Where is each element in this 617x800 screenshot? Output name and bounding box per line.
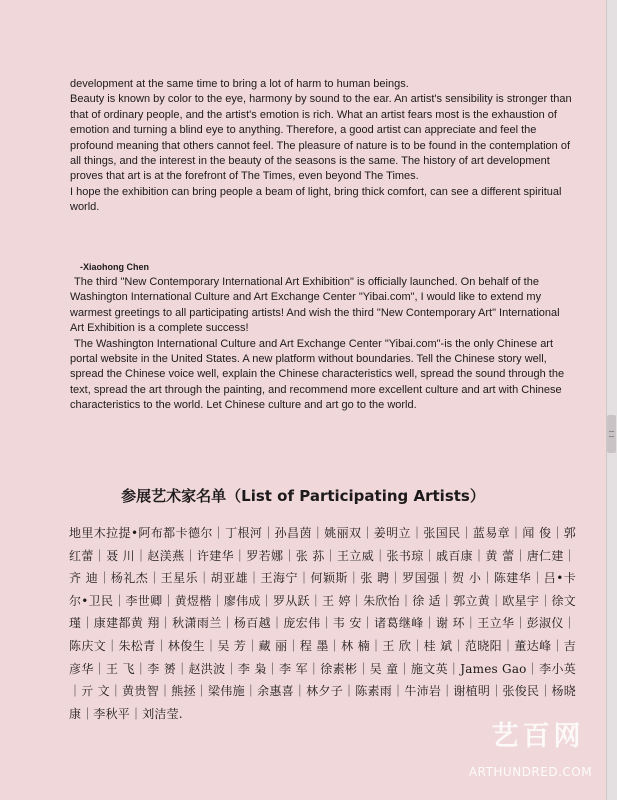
announcement-text-block [70, 275, 572, 414]
author-signature: -Xiaohong Chen [80, 262, 149, 272]
paragraph: development at the same time to bring a lot of harm to human beings. [70, 78, 409, 90]
paragraph: I hope the exhibition can bring people a beam of light, bring thick comfort, can see a different spiritual world. [70, 185, 562, 214]
intro-text-block [70, 77, 572, 216]
vertical-scrollbar[interactable] [606, 0, 617, 800]
watermark-logo: 艺百网 [491, 721, 585, 752]
artist-list-heading: 参展艺术家名单（List of Participating Artists） [121, 487, 485, 505]
paragraph: Beauty is known by color to the eye, harmony by sound to the ear. An artist's sensibility is stronger than that of ordinary people, and the artist's emotion is rich. What an artist fears most is the exhaustion of emotion and turning a blind eye to anything. Therefore, a good artist can appreciate and feel the profound meaning that others cannot feel. The pleasure of nature is to be found in the contemplation of all things, and the interest in the beauty of the seasons is the same. The history of art development proves that art is at the forefront of The Times, even beyond The Times. [70, 93, 572, 183]
watermark-url: ARTHUNDRED.COM [468, 765, 593, 779]
paragraph: The Washington International Culture and Art Exchange Center "Yibai.com"-is the only Chinese art portal website in the United States. A new platform without boundaries. Tell the Chinese story well, spread the Chinese voice well, explain the Chinese characteristics well, spread the sound through the text, spread the art through the painting, and recommend more excellent culture and art with Chinese characteristics to the world. Let Chinese culture and art go to the world. [70, 337, 565, 412]
artist-name-list: 地里木拉提•阿布都卡德尔｜丁根河｜孙昌茵｜姚丽双｜姜明立｜张国民｜蓝易章｜闻 俊｜郭红蕾｜聂 川｜赵渼燕｜许建华｜罗若娜｜张 荪｜王立威｜张书琼｜戚百康｜黄 蕾｜唐仁建｜齐 迪｜杨礼杰｜王星乐｜胡亚雄｜王海宁｜何颖斯｜张 聘｜罗国强｜贺 小｜陈建华｜吕•卡尔•卫民｜李世卿｜黄煜楷｜廖伟成｜罗从跃｜王 婷｜朱欣怡｜徐 适｜郭立黄｜欧星宇｜徐文瑾｜康建都黄 翔｜秋潇雨兰｜杨百越｜庞宏伟｜韦 安｜诸葛继峰｜谢 环｜王立华｜彭淑仪｜陈庆文｜朱松青｜林俊生｜吴 芳｜藏 丽｜程 墨｜林 楠｜王 欣｜桂 斌｜范晓阳｜董达峰｜吉彦华｜王 飞｜李 赟｜赵洪波｜李 枭｜李 军｜徐素彬｜吴 童｜施文英｜James Gao｜李小英｜亓 文｜黄贵智｜熊拯｜梁伟施｜余惠喜｜林夕子｜陈素雨｜牛沛岩｜谢植明｜张俊民｜杨晓康｜李秋平｜刘洁莹. [69, 526, 576, 721]
scroll-handle[interactable] [607, 415, 616, 453]
paragraph: The third "New Contemporary International Art Exhibition" is officially launched. On behalf of the Washington International Culture and Art Exchange Center "Yibai.com", I would like to extend my warmest greetings to all participating artists! And wish the third "New Contemporary Art" International Art Exhibition is a complete success! [70, 276, 560, 335]
